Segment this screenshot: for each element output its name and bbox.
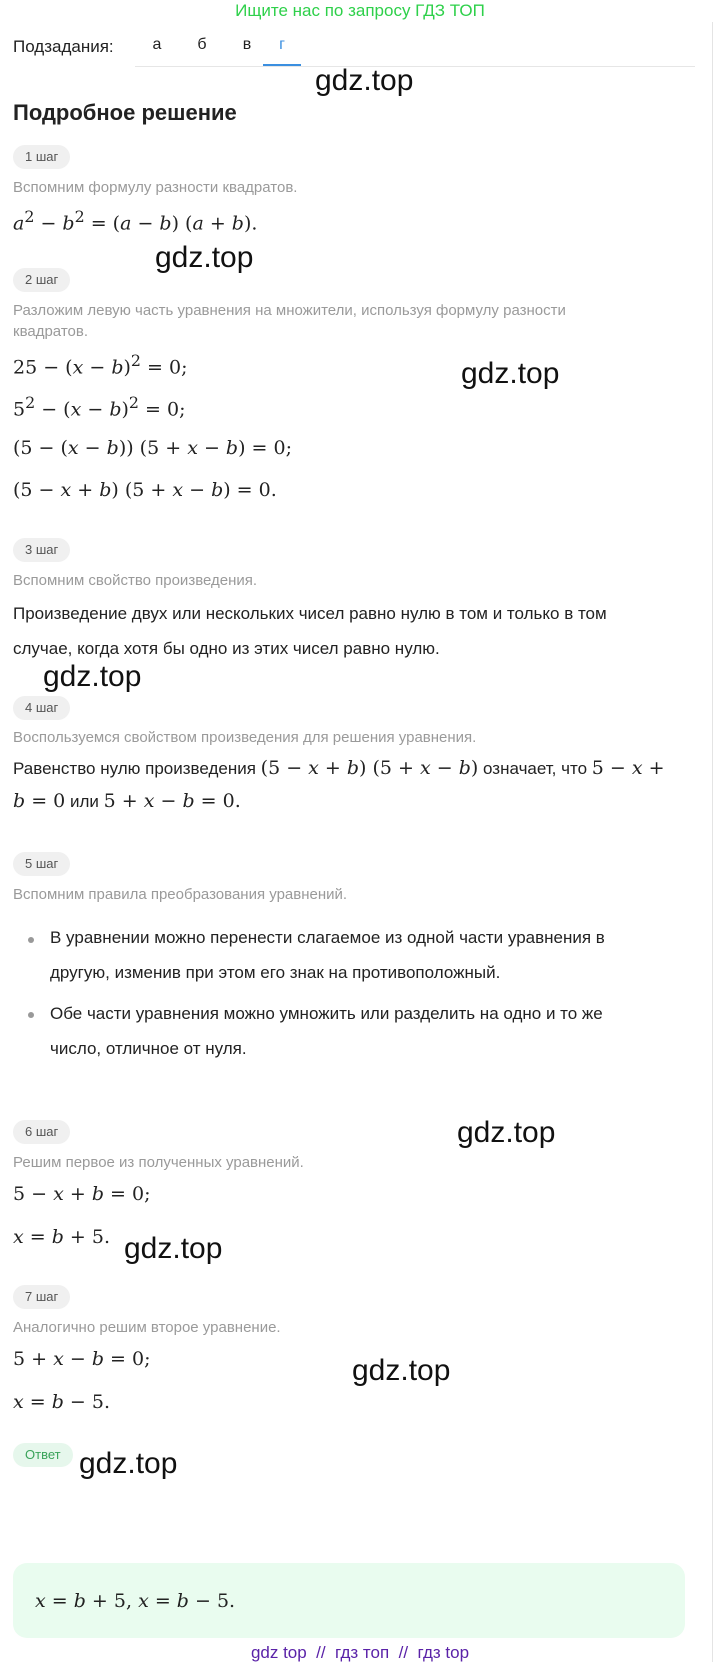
- footer-links[interactable]: gdz top // гдз топ // гдз top: [250, 1643, 470, 1662]
- formula: x = b − 5.: [13, 1391, 111, 1413]
- step-text-part: означает, что: [483, 759, 588, 778]
- page-title: Подробное решение: [13, 100, 237, 125]
- tab-a[interactable]: а: [152, 36, 162, 53]
- bullet-dot: [28, 937, 34, 943]
- step-hint: Воспользуемся свойством произведения для решения уравнения.: [13, 729, 477, 746]
- step-text: Произведение двух или нескольких чисел равно нулю в том и только в том случае, когда хотя бы одно из этих чисел равно нулю.: [13, 604, 607, 658]
- formula: $a^2 - b^2 = (a - b) (a + b)$.: [13, 207, 258, 235]
- tab-b[interactable]: б: [197, 36, 207, 53]
- subtasks-tabs: [135, 30, 695, 67]
- watermark: gdz.top: [457, 1116, 556, 1149]
- step-badge: 3 шаг: [13, 538, 70, 562]
- formula: 5 − x + b = 0;: [13, 1183, 151, 1205]
- step-hint: Вспомним свойство произведения.: [13, 572, 258, 589]
- formula: 5 + x − b = 0;: [13, 1348, 151, 1370]
- watermark: gdz.top: [315, 64, 414, 97]
- watermark: gdz.top: [79, 1447, 178, 1480]
- answer-formula: x = b + 5, x = b − 5.: [35, 1590, 236, 1612]
- list-item: Обе части уравнения можно умножить или разделить на одно и то же число, отличное от нуля.: [50, 1004, 603, 1058]
- search-banner: Ищите нас по запросу ГДЗ ТОП: [235, 1, 485, 20]
- watermark: gdz.top: [124, 1232, 223, 1265]
- step-text-part: Равенство нулю произведения: [13, 759, 256, 778]
- watermark: gdz.top: [352, 1354, 451, 1387]
- watermark: gdz.top: [43, 660, 142, 693]
- list-item: В уравнении можно перенести слагаемое из одной части уравнения в другую, изменив при этом его знак на противоположный.: [50, 928, 605, 982]
- step-text-part: или: [70, 792, 99, 811]
- step-hint: Вспомним правила преобразования уравнений.: [13, 886, 348, 903]
- tab-g[interactable]: г: [263, 36, 301, 66]
- step-hint: Решим первое из полученных уравнений.: [13, 1154, 304, 1171]
- formula: (5 − (x − b)) (5 + x − b) = 0;: [13, 437, 292, 459]
- step-badge: 7 шаг: [13, 1285, 70, 1309]
- formula: (5 − x + b) (5 + x − b) = 0.: [13, 479, 277, 501]
- right-divider: [712, 22, 713, 1662]
- answer-badge: Ответ: [13, 1443, 73, 1467]
- watermark: gdz.top: [155, 241, 254, 274]
- step-hint: Аналогично решим второе уравнение.: [13, 1319, 281, 1336]
- step-text: b = 0 или 5 + x − b = 0.: [13, 790, 241, 812]
- step-hint: Вспомним формулу разности квадратов.: [13, 179, 298, 196]
- formula: $5^2 - (x - b)^2 = 0$;: [13, 393, 186, 421]
- step-hint: Разложим левую часть уравнения на множители, используя формулу разности квадратов.: [13, 302, 566, 340]
- subtasks-label: Подзадания:: [13, 37, 114, 56]
- step-badge: 1 шаг: [13, 145, 70, 169]
- watermark: gdz.top: [461, 357, 560, 390]
- step-badge: 6 шаг: [13, 1120, 70, 1144]
- step-badge: 4 шаг: [13, 696, 70, 720]
- formula: x = b + 5.: [13, 1226, 111, 1248]
- step-badge: 5 шаг: [13, 852, 70, 876]
- step-badge: 2 шаг: [13, 268, 70, 292]
- tab-v[interactable]: в: [242, 36, 252, 53]
- formula: $25 - (x - b)^2 = 0$;: [13, 351, 188, 379]
- bullet-dot: [28, 1012, 34, 1018]
- step-text: Равенство нулю произведения (5 − x + b) (5 + x − b) означает, что 5 − x +: [13, 757, 665, 779]
